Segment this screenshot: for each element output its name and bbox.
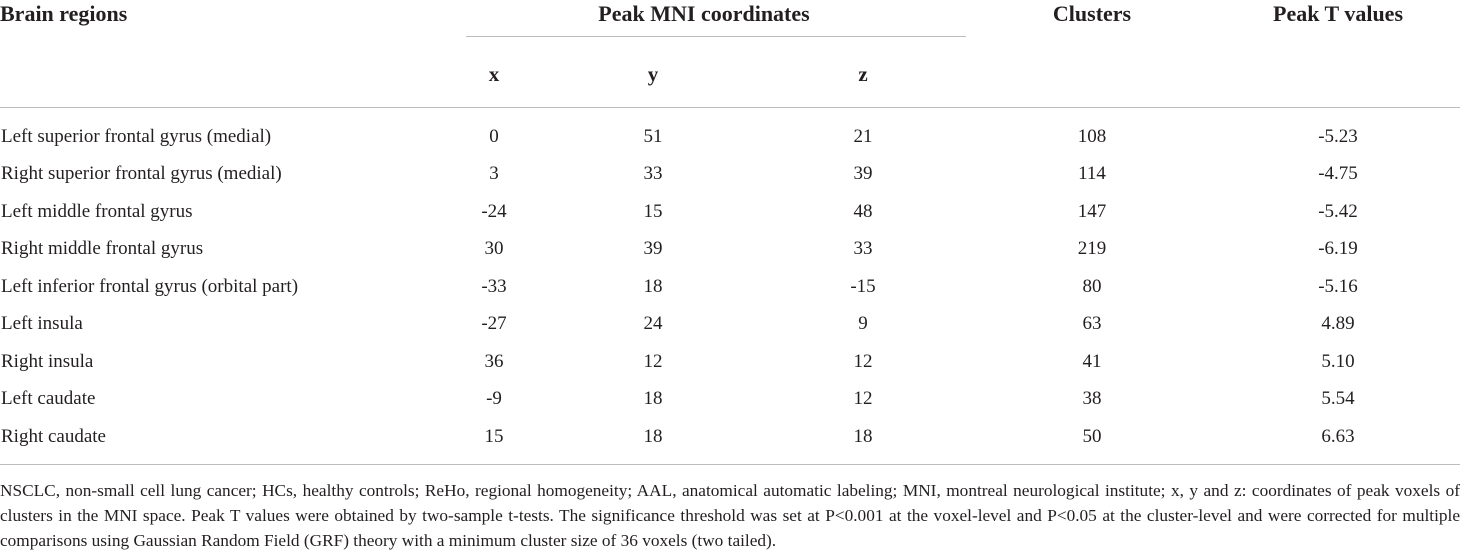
cell-x: -24 bbox=[481, 200, 507, 222]
cell-clusters: 108 bbox=[1077, 125, 1107, 147]
header-peak-t: Peak T values bbox=[1273, 1, 1404, 26]
cell-region: Left middle frontal gyrus bbox=[1, 200, 193, 222]
table-body bbox=[0, 108, 1460, 464]
cell-y: 33 bbox=[643, 163, 663, 185]
cell-peak-t: -5.42 bbox=[1318, 200, 1358, 222]
cell-region: Right superior frontal gyrus (medial) bbox=[1, 163, 282, 185]
cell-x: -9 bbox=[486, 388, 502, 410]
table-row bbox=[0, 306, 1460, 344]
cell-region: Left superior frontal gyrus (medial) bbox=[1, 125, 272, 147]
table-row bbox=[0, 156, 1460, 194]
table-row bbox=[0, 231, 1460, 269]
cell-z: 48 bbox=[853, 200, 873, 222]
cell-z: 33 bbox=[853, 238, 873, 260]
header-row-main bbox=[0, 0, 1460, 37]
cell-clusters: 63 bbox=[1082, 313, 1102, 335]
header-peak-mni-label: Peak MNI coordinates bbox=[598, 1, 810, 26]
cell-peak-t: -5.23 bbox=[1318, 125, 1358, 147]
header-y: y bbox=[647, 61, 659, 86]
cell-clusters: 147 bbox=[1077, 200, 1107, 222]
cell-peak-t: 6.63 bbox=[1216, 418, 1460, 464]
table-row bbox=[0, 343, 1460, 381]
cell-region: Right middle frontal gyrus bbox=[1, 238, 204, 260]
cell-y: 18 bbox=[643, 275, 663, 297]
cell-y: 18 bbox=[548, 418, 758, 464]
cell-y: 18 bbox=[643, 388, 663, 410]
cell-region: Right insula bbox=[1, 350, 94, 372]
cell-y: 51 bbox=[643, 125, 663, 147]
cell-peak-t: -5.16 bbox=[1318, 275, 1358, 297]
cell-z: 12 bbox=[853, 388, 873, 410]
table-row bbox=[0, 418, 1460, 464]
cell-region: Left inferior frontal gyrus (orbital part) bbox=[1, 275, 299, 297]
header-z: z bbox=[858, 61, 868, 86]
cell-x: 3 bbox=[489, 163, 499, 185]
cell-clusters: 50 bbox=[968, 418, 1216, 464]
header-peak-mni-rule bbox=[466, 36, 966, 37]
cell-region: Left insula bbox=[1, 313, 83, 335]
header-x: x bbox=[488, 61, 500, 86]
cell-z: 9 bbox=[858, 313, 868, 335]
cell-clusters: 38 bbox=[1082, 388, 1102, 410]
cell-peak-t: -6.19 bbox=[1318, 238, 1358, 260]
header-clusters: Clusters bbox=[1052, 1, 1132, 26]
cell-clusters: 114 bbox=[1078, 163, 1106, 185]
table-row bbox=[0, 268, 1460, 306]
cell-y: 24 bbox=[643, 313, 663, 335]
cell-peak-t: 5.10 bbox=[1321, 350, 1355, 372]
cell-z: 18 bbox=[758, 418, 968, 464]
cell-z: 21 bbox=[853, 125, 873, 147]
cell-z: 12 bbox=[853, 350, 873, 372]
cell-y: 12 bbox=[643, 350, 663, 372]
cell-peak-t: 4.89 bbox=[1321, 313, 1355, 335]
cell-x: 0 bbox=[489, 125, 499, 147]
cell-peak-t: -4.75 bbox=[1318, 163, 1358, 185]
cell-x: -33 bbox=[481, 275, 507, 297]
table-row bbox=[0, 381, 1460, 419]
table-row bbox=[0, 108, 1460, 156]
cell-z: 39 bbox=[853, 163, 873, 185]
cell-x: 30 bbox=[484, 238, 504, 260]
cell-region: Right caudate bbox=[0, 418, 440, 464]
header-peak-mni bbox=[440, 0, 968, 37]
cell-region: Left caudate bbox=[1, 388, 96, 410]
cell-y: 15 bbox=[643, 200, 663, 222]
header-brain-regions: Brain regions bbox=[0, 1, 128, 26]
cell-clusters: 80 bbox=[1082, 275, 1102, 297]
cell-peak-t: 5.54 bbox=[1321, 388, 1355, 410]
table-footnote: NSCLC, non-small cell lung cancer; HCs, healthy controls; ReHo, regional homogeneity; AAL, anatomical automatic labeling; MNI, montreal neurological institute; x, y and z: coordinates of peak voxels of clusters in the MNI space. Peak T values were obtained by two-sample t-tests. The significance threshold was set at P<0.001 at the voxel-level and P<0.05 at the cluster-level and were corrected for multiple comparisons using Gaussian Random Field (GRF) theory with a minimum cluster size of 36 voxels (two tailed). bbox=[0, 481, 1460, 550]
cell-z: -15 bbox=[850, 275, 876, 297]
table-header bbox=[0, 0, 1460, 108]
cell-x: 15 bbox=[440, 418, 548, 464]
cell-clusters: 219 bbox=[1077, 238, 1107, 260]
table-row bbox=[0, 193, 1460, 231]
cell-clusters: 41 bbox=[1082, 350, 1102, 372]
cell-x: -27 bbox=[481, 313, 507, 335]
cell-y: 39 bbox=[643, 238, 663, 260]
cell-x: 36 bbox=[484, 350, 504, 372]
